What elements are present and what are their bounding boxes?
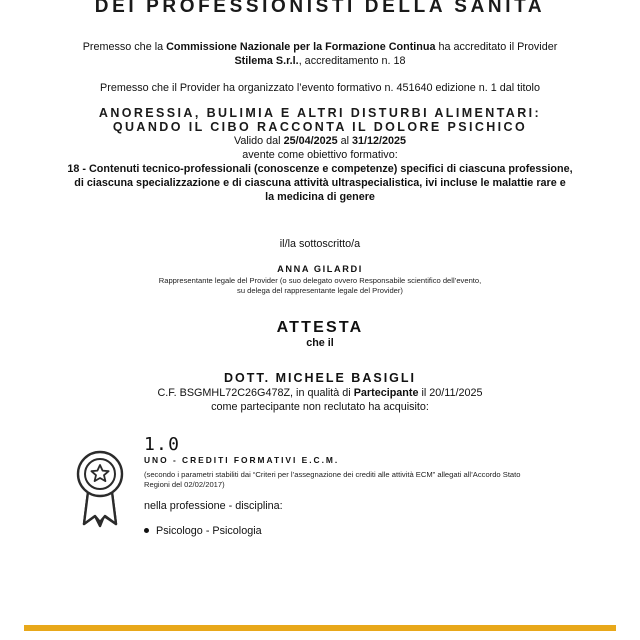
bullet-icon <box>144 528 149 533</box>
credits-note-line2: Regioni del 02/02/2017) <box>144 480 225 489</box>
objective-line3: la medicina di genere <box>265 191 375 203</box>
signatory-name: ANNA GILARDI <box>277 264 363 274</box>
signatory-role-line2: su delega del rappresentante legale del Provider) <box>237 286 403 295</box>
intro-commission-line <box>0 40 640 54</box>
intro-provider-line <box>0 54 640 68</box>
valid-to-date: 31/12/2025 <box>352 135 407 147</box>
footer-accent-bar <box>24 625 616 631</box>
validity-dates <box>0 134 640 148</box>
objective-label: avente come obiettivo formativo: <box>242 149 398 161</box>
participant-date: il 20/11/2025 <box>418 387 483 399</box>
credits-note <box>144 470 604 490</box>
signatory-intro: il/la sottoscritto/a <box>279 238 361 250</box>
profession-item-text: Psicologo - Psicologia <box>156 525 262 537</box>
provider-name: Stilema S.r.l. <box>234 55 299 67</box>
objective-line2: di ciascuna specializzazione e di ciascuna attività ultraspecialistica, ivi incluse le malattie rare e <box>74 177 566 189</box>
commission-name: Commissione Nazionale per la Formazione Continua <box>166 41 436 53</box>
participant-status: come partecipante non reclutato ha acquisito: <box>211 401 429 413</box>
certificate-heading: DEI PROFESSIONISTI DELLA SANITA <box>94 0 546 17</box>
course-title-line1: ANORESSIA, BULIMIA E ALTRI DISTURBI ALIMENTARI: <box>98 106 542 120</box>
intro-event-line: Premesso che il Provider ha organizzato l’evento formativo n. 451640 edizione n. 1 dal titolo <box>100 82 540 94</box>
profession-list-item <box>144 525 262 537</box>
credits-value: 1.0 <box>144 434 181 455</box>
signatory-role-line1: Rappresentante legale del Provider (o suo delegato ovvero Responsabile scientifico dell’evento, <box>158 276 482 285</box>
intro-line1-post: ha accreditato il Provider <box>435 41 558 53</box>
provider-accreditation: , accreditamento n. 18 <box>298 55 406 67</box>
award-ribbon-star-icon <box>68 446 132 528</box>
course-title-line2: QUANDO IL CIBO RACCONTA IL DOLORE PSICHICO <box>112 120 528 134</box>
intro-line1-pre: Premesso che la <box>82 41 167 53</box>
attesta-title: ATTESTA <box>276 319 364 336</box>
credits-block <box>144 436 604 490</box>
participant-name: DOTT. MICHELE BASIGLI <box>224 371 416 385</box>
attesta-subtitle: che il <box>306 337 334 349</box>
credits-label: UNO - CREDITI FORMATIVI E.C.M. <box>144 455 340 465</box>
participant-role: Partecipante <box>353 387 419 399</box>
participant-cf-line <box>0 386 640 400</box>
credits-note-line1: (secondo i parametri stabiliti dai “Criteri per l’assegnazione dei crediti alle attività ECM” allegati all’Accordo Stato <box>144 470 521 479</box>
participant-cf-pre: C.F. BSGMHL72C26G478Z, in qualità di <box>157 387 354 399</box>
objective-line1: 18 - Contenuti tecnico-professionali (conoscenze e competenze) specifici di ciascuna professione, <box>67 163 573 175</box>
valid-pre: Valido dal <box>233 135 284 147</box>
profession-label: nella professione - disciplina: <box>144 500 283 512</box>
valid-mid: al <box>337 135 353 147</box>
valid-from-date: 25/04/2025 <box>283 135 338 147</box>
